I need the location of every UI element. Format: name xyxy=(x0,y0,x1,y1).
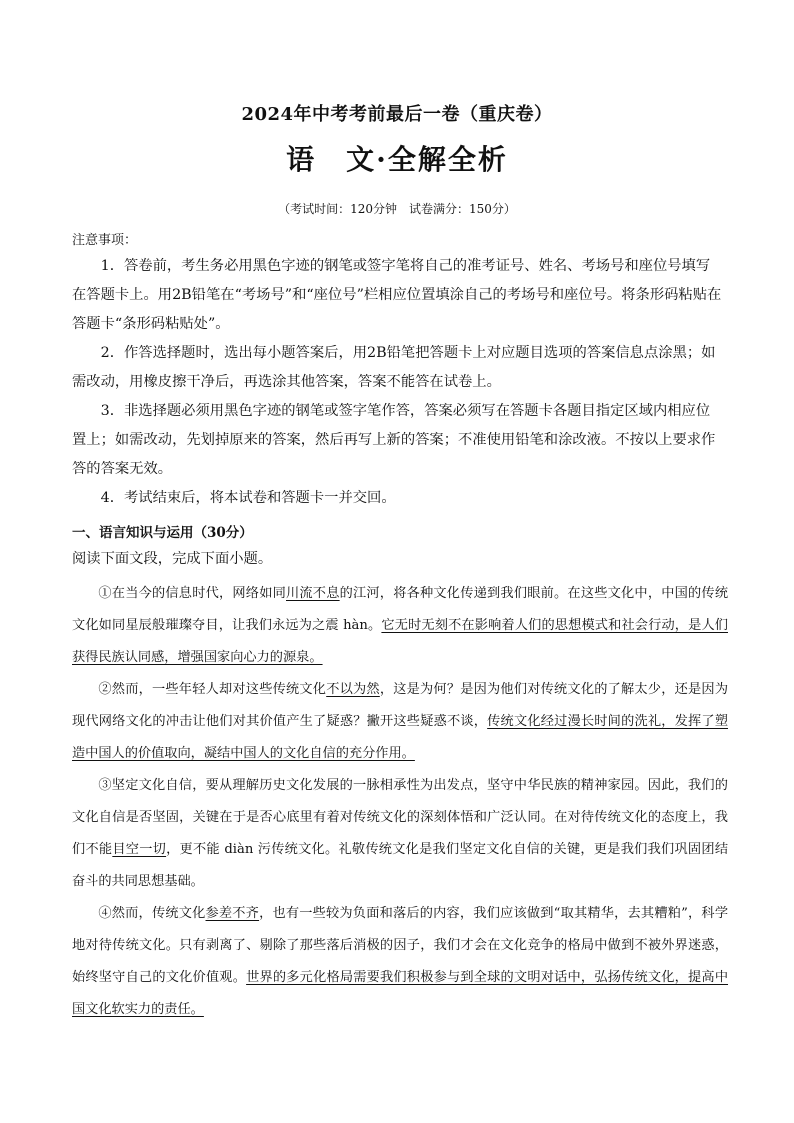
notice-item-4: 4．考试结束后，将本试卷和答题卡一并交回。 xyxy=(100,490,396,506)
p4-underlined-idiom: 参差不齐 xyxy=(205,906,260,921)
section-instruction: 阅读下面文段，完成下面小题。 xyxy=(72,551,273,567)
passage-paragraph-2 xyxy=(72,674,728,770)
p4-text-b: ，也有一些较为负面和落后的内容，我们应该做到“取其精华，去其糟粕”，科学地对待传统文化。只有剥离了、剔除了那些落后消极的因子，我们才会在文化竞争的格局中做到不被外界迷惑，始终坚守自己的文化价值观。 xyxy=(72,906,729,985)
p4-text-a: ④然而，传统文化 xyxy=(98,906,206,921)
p1-text-a: ①在当今的信息时代，网络如同 xyxy=(98,586,286,601)
p1-underlined-sentence: 它无时无刻不在影响着人们的思想模式和社会行动，是人们获得民族认同感，增强国家向心力的源泉。 xyxy=(72,618,728,665)
p3-text-b: ，更不能 diàn 污传统文化。礼敬传统文化是我们坚定文化自信的关键，更是我们我们巩固团结奋斗的共同思想基础。 xyxy=(72,842,729,889)
passage-paragraph-3 xyxy=(72,770,728,898)
notice-list xyxy=(72,252,724,513)
section-heading: 一、语言知识与运用（30分） xyxy=(72,525,253,541)
p4-underlined-sentence: 世界的多元化格局需要我们积极参与到全球的文明对话中，弘扬传统文化，提高中国文化软实力的责任。 xyxy=(72,970,729,1017)
p3-text-a: ③坚定文化自信，要从理解历史文化发展的一脉相承性为出发点，坚守中华民族的精神家园。因此，我们的文化自信是否坚固，关键在于是否心底里有着对传统文化的深刻体悟和广泛认同。在对待传统文化的态度上，我们不能 xyxy=(72,778,728,857)
notice-title: 注意事项： xyxy=(72,233,138,248)
passage-paragraph-1 xyxy=(72,578,728,674)
p2-underlined-sentence: 传统文化经过漫长时间的洗礼，发挥了塑造中国人的价值取向，凝结中国人的文化自信的充分作用。 xyxy=(72,714,729,761)
p3-underlined-idiom: 目空一切 xyxy=(112,842,167,857)
notice-item-2: 2．作答选择题时，选出每小题答案后，用2B铅笔把答题卡上对应题目选项的答案信息点涂黑；如需改动，用橡皮擦干净后，再选涂其他答案，答案不能答在试卷上。 xyxy=(72,345,716,390)
exam-title: 2024年中考考前最后一卷（重庆卷） xyxy=(241,104,553,125)
p2-text-a: ②然而，一些年轻人却对这些传统文化 xyxy=(98,682,327,697)
p1-underlined-idiom: 川流不息 xyxy=(286,586,340,601)
exam-time-score-info: （考试时间：120分钟 试卷满分：150分） xyxy=(278,202,516,216)
reading-passage xyxy=(72,578,728,1026)
passage-paragraph-4 xyxy=(72,898,728,1026)
notice-item-1: 1．答卷前，考生务必用黑色字迹的钢笔或签字笔将自己的准考证号、姓名、考场号和座位号填写在答题卡上。用2B铅笔在“考场号”和“座位号”栏相应位置填涂自己的考场号和座位号。将条形码粘贴在答题卡“条形码粘贴处”。 xyxy=(72,258,722,332)
p2-underlined-idiom: 不以为然 xyxy=(326,682,380,697)
notice-item-3: 3．非选择题必须用黑色字迹的钢笔或签字笔作答，答案必须写在答题卡各题目指定区域内相应位置上；如需改动，先划掉原来的答案，然后再写上新的答案；不准使用铅笔和涂改液。不按以上要求作答的答案无效。 xyxy=(72,403,716,477)
exam-subtitle: 语 文·全解全析 xyxy=(286,143,508,176)
p2-text-b: ，这是为何？是因为他们对传统文化的了解太少，还是因为现代网络文化的冲击让他们对其价值产生了疑惑？撇开这些疑惑不谈， xyxy=(72,682,729,729)
p1-text-b: 的江河，将各种文化传递到我们眼前。在这些文化中，中国的传统文化如同星辰般璀璨夺目，让我们永远为之震 hàn。 xyxy=(72,586,729,633)
